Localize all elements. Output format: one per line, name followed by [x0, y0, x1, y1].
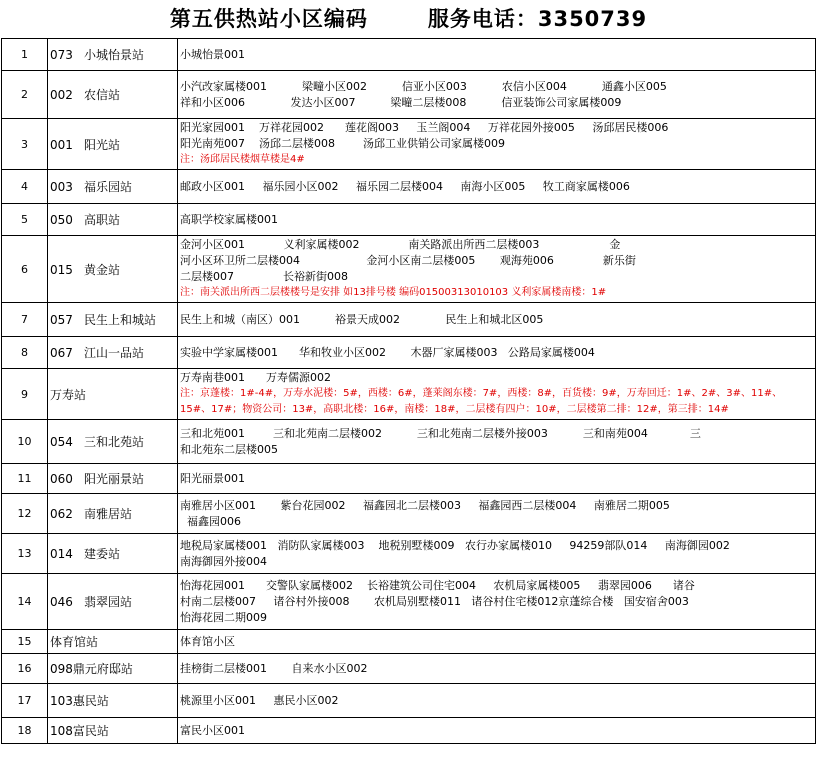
community-line: 万寿南巷001 万寿儒源002 — [180, 371, 331, 384]
table-row — [2, 420, 816, 464]
community-list — [178, 494, 816, 534]
station-cell — [48, 494, 178, 534]
station-cell — [48, 654, 178, 684]
community-list — [178, 303, 816, 337]
row-number: 16 — [2, 654, 48, 684]
row-number: 15 — [2, 630, 48, 654]
community-line: 邮政小区001 福乐园小区002 福乐园二层楼004 南海小区005 牧工商家属楼006 — [180, 179, 630, 193]
row-number: 17 — [2, 684, 48, 718]
station-cell — [48, 303, 178, 337]
station-name: 阳光站 — [84, 137, 121, 152]
community-list — [178, 236, 816, 303]
table-row — [2, 369, 816, 420]
row-number: 13 — [2, 534, 48, 574]
row-number: 2 — [2, 71, 48, 119]
station-code: 015 — [50, 262, 73, 277]
station-name: 体育馆站 — [50, 635, 99, 649]
community-list — [178, 534, 816, 574]
station-name: 万寿站 — [50, 387, 87, 402]
station-name: 103惠民站 — [50, 694, 109, 708]
community-list — [178, 337, 816, 369]
community-line: 实验中学家属楼001 华和牧业小区002 木器厂家属楼003 公路局家属楼004 — [180, 345, 595, 359]
table-row — [2, 337, 816, 369]
community-line: 三和北苑001 三和北苑南二层楼002 三和北苑南二层楼外接003 三和南苑004 三 — [180, 426, 701, 440]
station-code: 001 — [50, 137, 73, 152]
community-list — [178, 684, 816, 718]
community-line: 阳光丽景001 — [180, 471, 245, 485]
community-line: 小汽改家属楼001 梁疃小区002 信亚小区003 农信小区004 通鑫小区005 — [180, 79, 667, 93]
station-code: 014 — [50, 547, 73, 561]
row-number: 4 — [2, 170, 48, 204]
station-cell — [48, 574, 178, 630]
station-name: 三和北苑站 — [84, 435, 145, 449]
community-line: 富民小区001 — [180, 723, 245, 737]
station-cell — [48, 236, 178, 303]
table-row — [2, 71, 816, 119]
station-name: 民生上和城站 — [84, 313, 157, 327]
table-row — [2, 236, 816, 303]
station-name: 福乐园站 — [84, 180, 133, 194]
station-cell — [48, 464, 178, 494]
community-line: 福鑫园006 — [180, 514, 241, 528]
station-name: 农信站 — [84, 88, 121, 102]
community-list — [178, 119, 816, 170]
station-cell — [48, 534, 178, 574]
community-list — [178, 204, 816, 236]
station-name: 小城怡景站 — [84, 48, 145, 62]
station-code: 073 — [50, 48, 73, 62]
community-list — [178, 71, 816, 119]
community-list — [178, 654, 816, 684]
station-name: 黄金站 — [84, 262, 121, 277]
table-row — [2, 630, 816, 654]
station-cell — [48, 684, 178, 718]
table-row — [2, 684, 816, 718]
community-line: 祥和小区006 发达小区007 梁疃二层楼008 信亚装饰公司家属楼009 — [180, 95, 622, 109]
community-list — [178, 464, 816, 494]
station-cell — [48, 39, 178, 71]
community-line: 小城怡景001 — [180, 47, 245, 61]
station-cell — [48, 420, 178, 464]
station-code: 057 — [50, 313, 73, 327]
station-cell — [48, 337, 178, 369]
station-code-table — [1, 38, 816, 744]
row-number: 1 — [2, 39, 48, 71]
station-code: 060 — [50, 472, 73, 486]
community-line: 阳光南苑007 汤邱二层楼008 汤邱工业供销公司家属楼009 — [180, 137, 505, 150]
row-number: 5 — [2, 204, 48, 236]
table-row — [2, 303, 816, 337]
station-code: 002 — [50, 88, 73, 102]
station-code: 046 — [50, 595, 73, 609]
station-name: 南雅居站 — [84, 507, 133, 521]
station-name: 高职站 — [84, 213, 121, 227]
table-row — [2, 534, 816, 574]
station-code: 003 — [50, 180, 73, 194]
community-line: 金河小区001 义利家属楼002 南关路派出所西二层楼003 金 — [180, 238, 621, 251]
station-cell — [48, 71, 178, 119]
station-code: 067 — [50, 346, 73, 360]
page-header — [0, 0, 817, 38]
community-list — [178, 39, 816, 71]
row-number: 3 — [2, 119, 48, 170]
community-line: 南雅居小区001 紫台花园002 福鑫园北二层楼003 福鑫园西二层楼004 南雅居二期005 — [180, 498, 670, 512]
row-number: 7 — [2, 303, 48, 337]
row-number: 12 — [2, 494, 48, 534]
note-text: 注：京蓬楼：1#-4#，万寿水泥楼：5#，西楼：6#，蓬莱阁东楼：7#，西楼：8#，百货楼：9#，万寿回迁：1#、2#、3#、11#、15#、17#；物资公司：13#，高职北楼：16#，南楼：18#，二层楼有四户：10#，二层楼第二排：12#，第三排：14# — [180, 388, 783, 415]
station-name: 阳光丽景站 — [84, 472, 145, 486]
community-line: 体育馆小区 — [180, 634, 235, 648]
table-row — [2, 39, 816, 71]
row-number: 10 — [2, 420, 48, 464]
community-list — [178, 420, 816, 464]
community-line: 二层楼007 长裕新街008 — [180, 270, 348, 283]
community-list — [178, 630, 816, 654]
station-cell — [48, 204, 178, 236]
row-number: 6 — [2, 236, 48, 303]
community-line: 高职学校家属楼001 — [180, 212, 278, 226]
table-row — [2, 574, 816, 630]
station-name: 江山一品站 — [84, 346, 145, 360]
community-line: 地税局家属楼001 消防队家属楼003 地税别墅楼009 农行办家属楼010 94259部队014 南海御园002 — [180, 538, 730, 552]
community-list — [178, 170, 816, 204]
table-row — [2, 718, 816, 744]
row-number: 14 — [2, 574, 48, 630]
station-name: 108富民站 — [50, 724, 109, 738]
station-name: 建委站 — [84, 547, 121, 561]
station-cell — [48, 718, 178, 744]
table-row — [2, 654, 816, 684]
community-line: 民生上和城（南区）001 裕景天成002 民生上和城北区005 — [180, 312, 544, 326]
station-cell — [48, 170, 178, 204]
community-line: 怡海花园二期009 — [180, 610, 267, 624]
note-text: 注：南关派出所西二层楼楼号是安排 如13排号楼 编码01500313010103 义利家属楼南楼：1# — [180, 287, 607, 298]
community-line: 村南二层楼007 诸谷村外接008 农机局别墅楼011 诸谷村住宅楼012京蓬综合楼 国安宿舍003 — [180, 594, 689, 608]
station-code: 050 — [50, 213, 73, 227]
community-line: 阳光家园001 万祥花园002 莲花阁003 玉兰阁004 万祥花园外接005 汤邱居民楼006 — [180, 121, 669, 134]
table-row — [2, 494, 816, 534]
page-title: 第五供热站小区编码 — [169, 7, 368, 31]
row-number: 9 — [2, 369, 48, 420]
station-cell — [48, 369, 178, 420]
row-number: 18 — [2, 718, 48, 744]
station-cell — [48, 630, 178, 654]
community-line: 怡海花园001 交警队家属楼002 长裕建筑公司住宅004 农机局家属楼005 翡翠园006 诸谷 — [180, 578, 695, 592]
community-list — [178, 369, 816, 420]
table-row — [2, 204, 816, 236]
row-number: 11 — [2, 464, 48, 494]
community-line: 和北苑东二层楼005 — [180, 442, 278, 456]
community-list — [178, 718, 816, 744]
community-line: 南海御园外接004 — [180, 554, 267, 568]
table-body — [2, 39, 816, 744]
station-code: 054 — [50, 435, 73, 449]
table-row — [2, 170, 816, 204]
table-row — [2, 464, 816, 494]
station-cell — [48, 119, 178, 170]
table-row — [2, 119, 816, 170]
community-line: 挂榜街二层楼001 自来水小区002 — [180, 661, 368, 675]
note-text: 注：汤邱居民楼烟草楼是4# — [180, 154, 305, 165]
community-line: 桃源里小区001 惠民小区002 — [180, 693, 339, 707]
community-list — [178, 574, 816, 630]
service-phone: 服务电话：3350739 — [427, 7, 648, 31]
station-code: 062 — [50, 507, 73, 521]
row-number: 8 — [2, 337, 48, 369]
station-name: 098鼎元府邸站 — [50, 662, 133, 676]
community-line: 河小区环卫所二层楼004 金河小区南二层楼005 观海苑006 新乐街 — [180, 254, 636, 267]
station-name: 翡翠园站 — [84, 595, 133, 609]
